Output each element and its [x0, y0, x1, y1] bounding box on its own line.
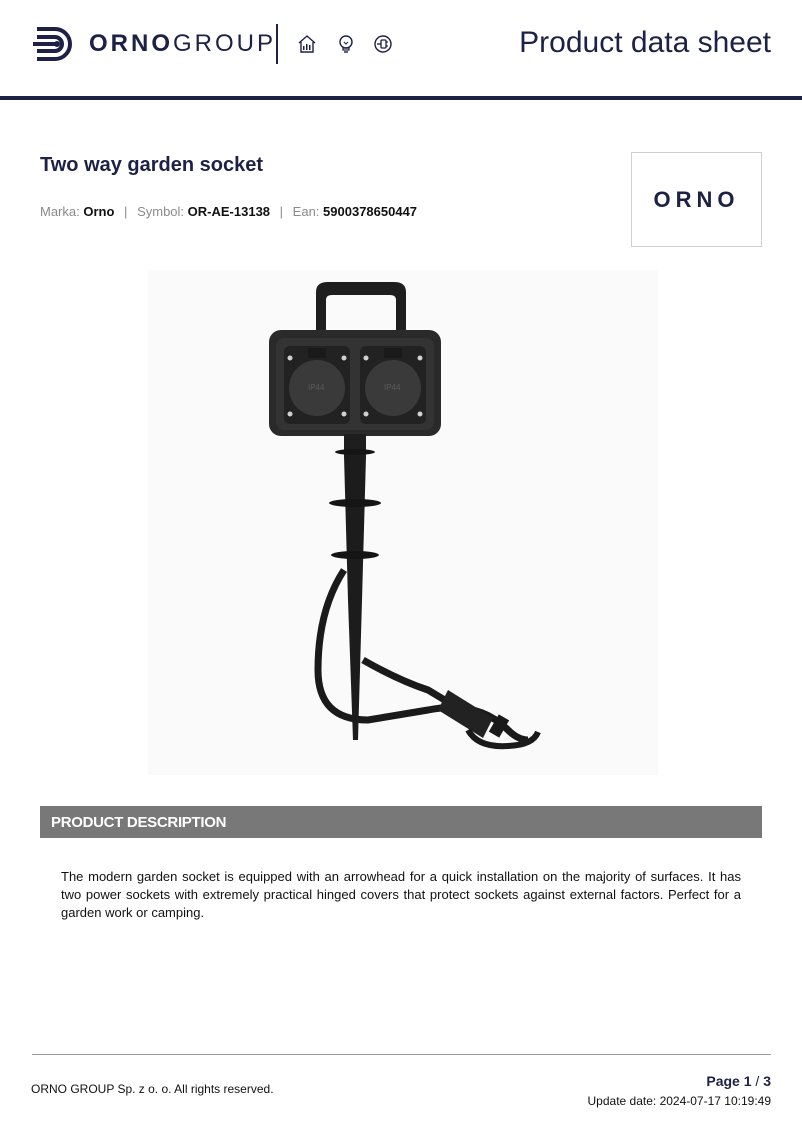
ean-value: 5900378650447 [323, 204, 418, 219]
smart-home-icon [297, 34, 317, 54]
logo-light: GROUP [173, 30, 277, 57]
marka-label: Marka: [40, 204, 80, 219]
section-heading-bar [40, 806, 762, 838]
brand-logo: ORNO [653, 187, 740, 212]
meta-separator: | [124, 204, 128, 219]
lightbulb-icon [336, 34, 356, 54]
product-title: Two way garden socket [40, 154, 264, 176]
copyright-text: ORNO GROUP Sp. z o. o. All rights reserved. [31, 1082, 274, 1096]
page-header [0, 0, 802, 100]
ean-label: Ean: [292, 204, 320, 219]
brand-logo-box [631, 152, 762, 247]
header-rule [0, 96, 802, 100]
page-number [706, 1073, 771, 1089]
page-label: Page [706, 1073, 740, 1089]
product-meta [40, 204, 417, 219]
header-divider [276, 24, 278, 64]
page-current: 1 [743, 1073, 752, 1089]
company-logo-text [89, 30, 276, 58]
ip-mark-left: IP44 [308, 383, 325, 392]
meta-separator: | [279, 204, 284, 219]
plug-icon [373, 34, 393, 54]
logo-bold: ORNO [89, 30, 173, 57]
orno-logo-icon [33, 23, 77, 65]
footer-rule [32, 1054, 771, 1055]
product-description: The modern garden socket is equipped with an arrowhead for a quick installation on the majority of surfaces. It has two power sockets with extremely practical hinged covers that protect sockets against external factors. Perfect for a garden work or camping. [61, 869, 741, 920]
document-title: Product data sheet [519, 26, 771, 59]
symbol-value: OR-AE-13138 [187, 204, 271, 219]
marka-value: Orno [83, 204, 115, 219]
product-image [148, 270, 658, 775]
page-separator: / [755, 1073, 760, 1089]
ip-mark-right: IP44 [384, 383, 401, 392]
update-date: Update date: 2024-07-17 10:19:49 [587, 1094, 771, 1108]
section-title: PRODUCT DESCRIPTION [51, 814, 227, 831]
symbol-label: Symbol: [137, 204, 185, 219]
page-total: 3 [763, 1073, 771, 1089]
